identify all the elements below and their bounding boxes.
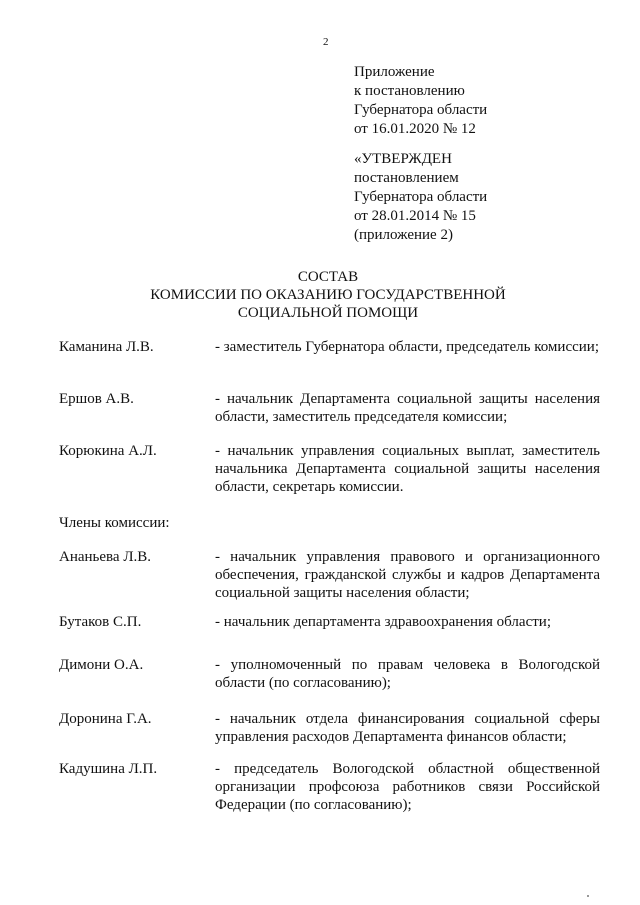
page-number: 2 — [323, 36, 329, 48]
approved-line: от 28.01.2014 № 15 — [354, 208, 476, 224]
member-role: - начальник Департамента социальной защиты населения области, заместитель председателя комиссии; — [215, 391, 600, 425]
member-name: Бутаков С.П. — [59, 614, 142, 630]
approved-line: (приложение 2) — [354, 227, 453, 243]
approved-line: постановлением — [354, 170, 459, 186]
member-name: Димони О.А. — [59, 657, 144, 673]
annex-line: к постановлению — [354, 83, 465, 99]
member-role: - председатель Вологодской областной общественной организации профсоюза работников связи Российской Федерации (по согласованию); — [215, 761, 600, 813]
member-role: - заместитель Губернатора области, председатель комиссии; — [215, 339, 599, 355]
member-role: - начальник управления правового и организационного обеспечения, гражданской службы и кадров Департамента социальной защиты населения области; — [215, 549, 600, 601]
member-name: Каманина Л.В. — [59, 339, 154, 355]
members-heading: Члены комиссии: — [59, 515, 170, 531]
document-title — [0, 268, 640, 322]
approved-line: «УТВЕРЖДЕН — [354, 151, 452, 167]
scan-speck — [587, 895, 589, 897]
member-name: Ершов А.В. — [59, 391, 134, 407]
approved-block — [354, 150, 487, 245]
approved-line: Губернатора области — [354, 189, 488, 205]
title-line: КОМИССИИ ПО ОКАЗАНИЮ ГОСУДАРСТВЕННОЙ — [150, 287, 506, 303]
member-name: Доронина Г.А. — [59, 711, 152, 727]
member-role: - уполномоченный по правам человека в Вологодской области (по согласованию); — [215, 657, 600, 691]
annex-line: от 16.01.2020 № 12 — [354, 121, 476, 137]
member-role: - начальник департамента здравоохранения области; — [215, 614, 551, 630]
member-role: - начальник управления социальных выплат, заместитель начальника Департамента социальной защиты населения области, секретарь комиссии. — [215, 443, 600, 495]
annex-line: Приложение — [354, 64, 435, 80]
member-name: Кадушина Л.П. — [59, 761, 158, 777]
member-name: Ананьева Л.В. — [59, 549, 152, 565]
title-line: СОЦИАЛЬНОЙ ПОМОЩИ — [237, 305, 419, 321]
member-name: Корюкина А.Л. — [59, 443, 157, 459]
title-line: СОСТАВ — [297, 269, 359, 285]
annex-block — [354, 63, 487, 139]
annex-line: Губернатора области — [354, 102, 488, 118]
member-role: - начальник отдела финансирования социальной сферы управления расходов Департамента финансов области; — [215, 711, 600, 745]
